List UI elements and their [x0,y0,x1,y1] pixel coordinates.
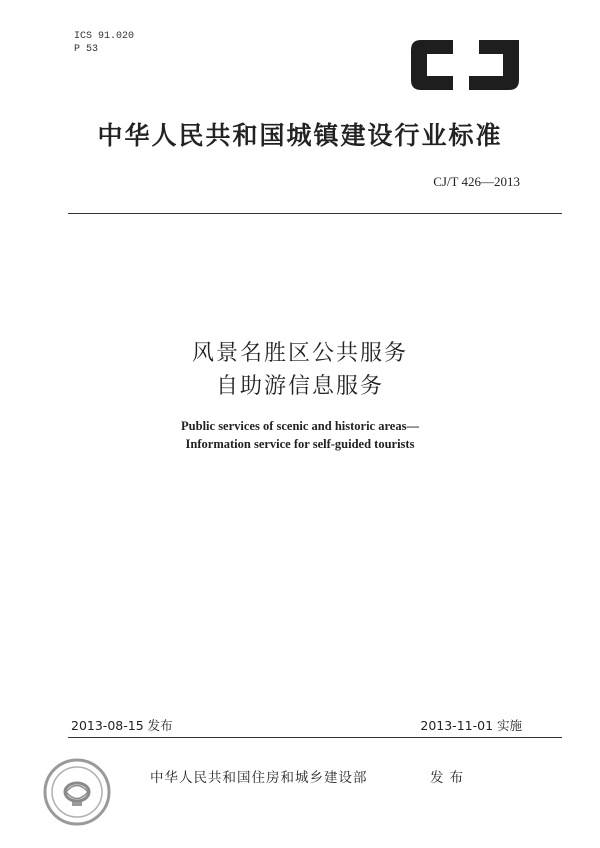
implementation-date: 2013-11-01 实施 [420,718,522,733]
standard-code: CJ/T 426—2013 [433,174,520,189]
title-cn-line2: 自助游信息服务 [215,374,384,399]
publisher: 中华人民共和国住房和城乡建设部 [150,770,368,786]
publish-label: 发布 [430,770,469,786]
ics-number: ICS 91.020 [74,31,135,42]
cj-logo-letter-c [411,40,453,90]
title-en-line2: Information service for self-guided tourists [185,437,415,451]
standard-category: 中华人民共和国城镇建设行业标准 [97,121,503,150]
bottom-divider [68,737,562,738]
title-en-line1: Public services of scenic and historic areas— [181,419,419,433]
cj-logo [407,36,525,94]
issue-date: 2013-08-15 发布 [71,718,173,733]
cj-logo-letter-j [469,40,519,90]
publisher-seal-icon [42,757,112,827]
ccs-number: P 53 [74,44,99,55]
top-divider [68,213,562,214]
title-cn-line1: 风景名胜区公共服务 [191,341,408,366]
